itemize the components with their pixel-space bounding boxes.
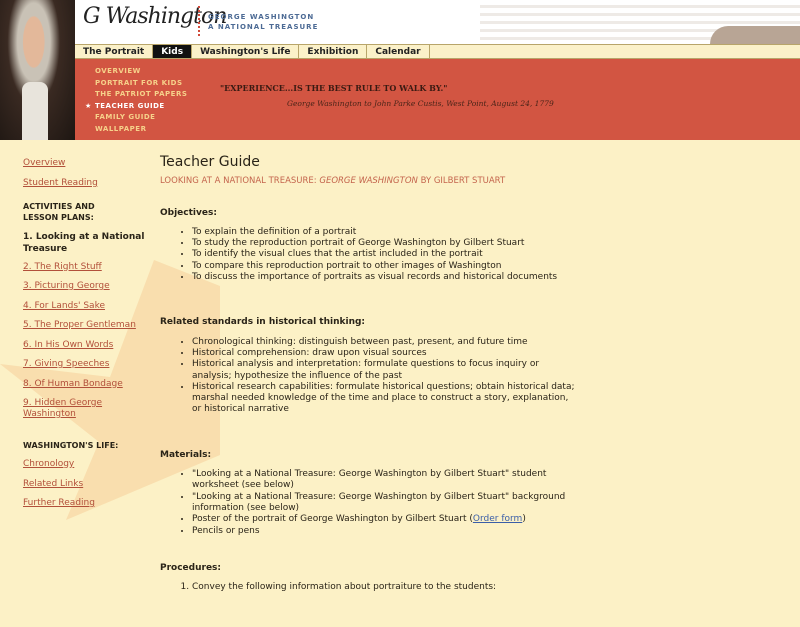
current-line: Treasure (23, 243, 68, 254)
subtitle-part: BY GILBERT STUART (417, 176, 506, 187)
star-icon: ★ (85, 101, 92, 110)
submenu-overview[interactable]: OVERVIEW (95, 67, 141, 75)
list-item: • Historical comprehension: draw upon visual sources (192, 348, 580, 359)
divider (198, 6, 200, 36)
objectives-list (192, 227, 580, 283)
item-text: Poster of the portrait of George Washington by Gilbert Stuart ( (192, 514, 473, 525)
signature-logo[interactable]: G Washington (83, 4, 227, 29)
order-form-link[interactable]: Order form (472, 514, 523, 525)
tab-exhibition[interactable]: Exhibition (299, 45, 367, 58)
submenu-family-guide[interactable]: FAMILY GUIDE (95, 113, 156, 122)
lesson-link[interactable]: 4. For Lands' Sake (23, 300, 105, 311)
landscape-image (480, 0, 800, 44)
sidebar-overview-link[interactable]: Overview (23, 158, 66, 168)
further-reading-link[interactable]: Further Reading (23, 498, 95, 508)
main-nav (75, 44, 800, 59)
procedures-heading: Procedures: (160, 562, 222, 573)
lesson-link[interactable]: 5. The Proper Gentleman (23, 320, 136, 330)
materials-heading: Materials: (160, 449, 212, 460)
tab-kids[interactable]: Kids (153, 45, 192, 58)
subtitle-part: GEORGE WASHINGTON (319, 176, 418, 187)
submenu-wallpaper[interactable]: WALLPAPER (95, 124, 147, 133)
list-item: • Chronological thinking: distinguish between past, present, and future time (192, 337, 580, 348)
page-title: Teacher Guide (160, 154, 260, 170)
activities-heading (23, 201, 148, 223)
list-item (192, 514, 580, 525)
submenu-patriot-papers[interactable]: THE PATRIOT PAPERS (95, 90, 188, 99)
list-item: • To explain the definition of a portrait (192, 227, 580, 238)
header (75, 0, 800, 44)
sidebar (23, 158, 148, 518)
list-item: • To compare this reproduction portrait to other images of Washington (192, 261, 580, 272)
list-item: • "Looking at a National Treasure: George Washington by Gilbert Stuart" background information (see below) (192, 492, 580, 515)
lesson-link[interactable]: 3. Picturing George (23, 281, 110, 291)
lesson-subtitle (160, 176, 580, 187)
related-links-link[interactable]: Related Links (23, 478, 84, 489)
tab-the-portrait[interactable]: The Portrait (75, 45, 153, 58)
brand-line1: GEORGE WASHINGTON (208, 13, 315, 21)
materials-list (192, 469, 580, 537)
heading-line: LESSON PLANS: (23, 212, 94, 222)
submenu-label: TEACHER GUIDE (95, 101, 165, 110)
list-item: • "Looking at a National Treasure: George Washington by Gilbert Stuart" student worksheet (see below) (192, 469, 580, 492)
lesson-link[interactable]: 9. Hidden George Washington (23, 398, 103, 419)
lesson-link[interactable]: 6. In His Own Words (23, 339, 114, 350)
list-item: 1. Convey the following information about portraiture to the students: (192, 582, 580, 593)
list-item: • To study the reproduction portrait of George Washington by Gilbert Stuart (192, 238, 580, 249)
brand-title (208, 12, 318, 32)
item-text: ) (522, 514, 526, 525)
list-item: • Historical analysis and interpretation: formulate questions to focus inquiry or analysis; hypothesize the influence of the past (192, 359, 580, 382)
chronology-link[interactable]: Chronology (23, 459, 75, 469)
kids-submenu (85, 66, 187, 136)
quote-text: "EXPERIENCE...IS THE BEST RULE TO WALK BY." (220, 83, 448, 93)
brand-line2: A NATIONAL TREASURE (208, 23, 319, 31)
subtitle-part: LOOKING AT A NATIONAL TREASURE: (160, 176, 320, 187)
list-item: • To discuss the importance of portraits as visual records and historical documents (192, 272, 580, 283)
lesson-link[interactable]: 7. Giving Speeches (23, 359, 110, 369)
standards-heading: Related standards in historical thinking: (160, 317, 366, 328)
quote-citation: George Washington to John Parke Custis, West Point, August 24, 1779 (287, 99, 554, 108)
lesson-link[interactable]: 8. Of Human Bondage (23, 378, 123, 389)
life-heading: WASHINGTON'S LIFE: (23, 441, 119, 450)
heading-line: ACTIVITIES AND (23, 201, 95, 211)
tab-washingtons-life[interactable]: Washington's Life (192, 45, 299, 58)
objectives-heading: Objectives: (160, 207, 217, 218)
current-lesson (23, 231, 148, 255)
main-content (160, 154, 580, 627)
kids-banner (75, 59, 800, 140)
submenu-teacher-guide[interactable] (85, 101, 187, 113)
standards-list (192, 337, 580, 416)
submenu-portrait-for-kids[interactable]: PORTRAIT FOR KIDS (95, 78, 183, 87)
sidebar-student-reading-link[interactable]: Student Reading (23, 177, 98, 188)
list-item: • Historical research capabilities: formulate historical questions; obtain historical data; marshal needed knowledge of the time and place to construct a story, explanation, or historical narrative (192, 382, 580, 416)
tab-calendar[interactable]: Calendar (367, 45, 429, 58)
procedures-list (192, 582, 580, 593)
washington-portrait-image (0, 0, 75, 140)
lesson-link[interactable]: 2. The Right Stuff (23, 261, 102, 272)
list-item: • To identify the visual clues that the artist included in the portrait (192, 249, 580, 260)
current-line: 1. Looking at a National (23, 231, 145, 242)
list-item: • Pencils or pens (192, 526, 580, 537)
